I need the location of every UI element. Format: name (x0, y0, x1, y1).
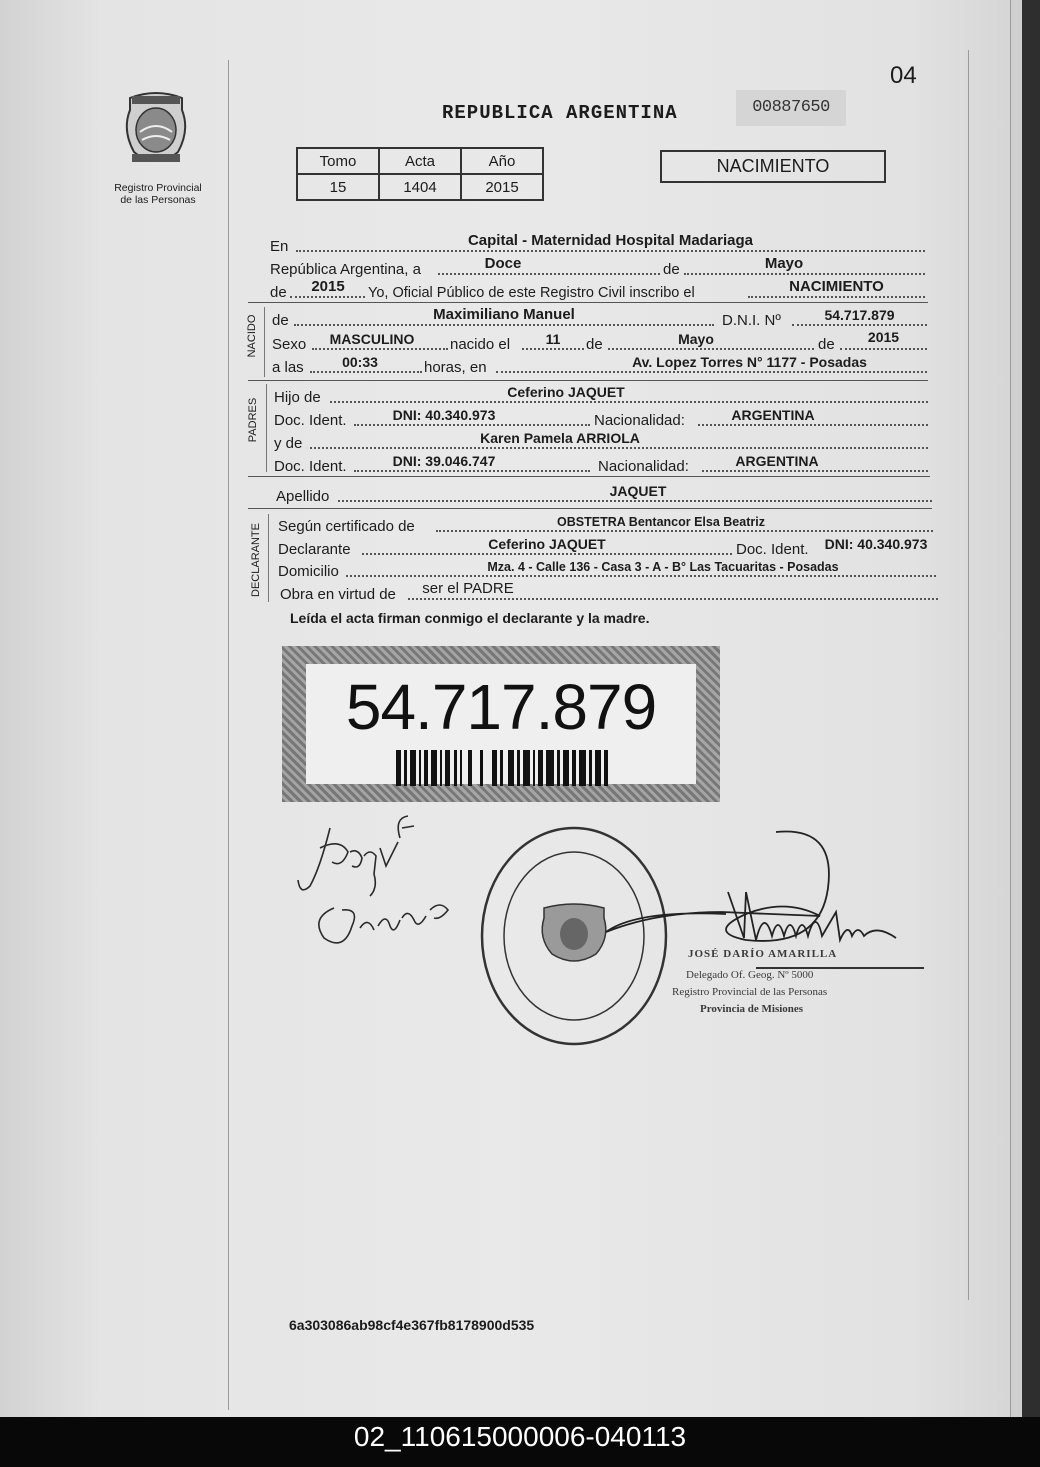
page-shadow (1022, 0, 1040, 1417)
line-republica (270, 256, 925, 278)
line-obra (280, 581, 938, 603)
line-nacido-name (272, 307, 927, 329)
declarant-doc: DNI: 40.340.973 (824, 536, 928, 552)
label-domicilio: Domicilio (278, 563, 339, 580)
line-year (270, 279, 925, 301)
father-doc: DNI: 40.340.973 (392, 407, 496, 423)
mother-nationality: ARGENTINA (735, 453, 819, 469)
label-doc-ident: Doc. Ident. (274, 412, 347, 429)
file-id: 02_110615000006-040113 (353, 1421, 687, 1452)
child-birth-month: Mayo (678, 331, 714, 347)
section-nacido-label: NACIDO (246, 314, 258, 358)
label-doc-ident: Doc. Ident. (274, 458, 347, 475)
child-birth-time: 00:33 (342, 354, 378, 370)
record-header-row (297, 148, 543, 174)
mother-doc: DNI: 39.046.747 (392, 453, 496, 469)
closing-statement: Leída el acta firman conmigo el declarante y la madre. (290, 610, 650, 626)
birth-year: 2015 (311, 278, 345, 295)
label-de: de (270, 284, 287, 301)
declarant-signature-icon (290, 808, 470, 958)
label-de: de (818, 336, 835, 353)
label-nacido-el: nacido el (450, 336, 511, 353)
record-header: Tomo (297, 148, 379, 174)
child-birth-address: Av. Lopez Torres N° 1177 - Posadas (632, 354, 867, 370)
official-province: Provincia de Misiones (700, 1003, 804, 1015)
record-table (296, 147, 544, 201)
birth-place: Capital - Maternidad Hospital Madariaga (467, 232, 754, 249)
dni-card-inner (306, 664, 696, 784)
line-nacido-sex (272, 331, 927, 353)
surname: JAQUET (609, 483, 667, 499)
record-value: 2015 (461, 174, 543, 200)
child-birth-day: 11 (545, 331, 561, 347)
label-declarante: Declarante (278, 541, 351, 558)
line-nacido-time (272, 354, 927, 376)
child-sex: MASCULINO (329, 331, 415, 347)
record-header: Año (461, 148, 543, 174)
child-dni: 54.717.879 (824, 307, 895, 323)
father-nationality: ARGENTINA (731, 407, 815, 423)
act-type-box: NACIMIENTO (660, 150, 886, 183)
record-value-row (297, 174, 543, 200)
dni-card (282, 646, 720, 802)
label-hijo-de: Hijo de (274, 389, 321, 406)
section-declarante-label: DECLARANTE (250, 523, 262, 597)
label-de: de (272, 312, 289, 329)
line-apellido (276, 483, 932, 505)
officer-text: Yo, Oficial Público de este Registro Civil inscribo el (368, 285, 695, 301)
label-nacionalidad: Nacionalidad: (594, 412, 685, 429)
label-obra-en-virtud: Obra en virtud de (280, 586, 396, 603)
line-mother-doc (274, 453, 928, 475)
document-hash: 6a303086ab98cf4e367fb8178900d535 (289, 1317, 535, 1333)
label-de: de (663, 261, 680, 278)
label-apellido: Apellido (276, 488, 330, 505)
barcode-icon (396, 750, 608, 786)
label-sexo: Sexo (272, 336, 307, 353)
certificate-issuer: OBSTETRA Bentancor Elsa Beatriz (557, 515, 765, 529)
official-name: JOSÉ DARÍO AMARILLA (688, 948, 838, 960)
inscribed-event: NACIMIENTO (789, 278, 884, 295)
line-mother (274, 430, 928, 452)
declarant-address: Mza. 4 - Calle 136 - Casa 3 - A - B° Las Tacuaritas - Posadas (487, 560, 839, 574)
line-domicilio (278, 558, 936, 580)
label-nacionalidad: Nacionalidad: (598, 458, 689, 475)
registry-caption: Registro Provincial de las Personas (114, 182, 202, 206)
official-role: Delegado Of. Geog. Nº 5000 (686, 969, 814, 981)
birth-day: Doce (484, 255, 522, 272)
declarant-name: Ceferino JAQUET (488, 536, 606, 552)
child-birth-year: 2015 (867, 329, 900, 345)
label-horas: horas, en (424, 359, 487, 376)
line-father (274, 384, 928, 406)
label-y-de: y de (274, 435, 303, 452)
dni-number: 54.717.879 (345, 671, 657, 743)
section-padres-label: PADRES (247, 397, 259, 443)
line-father-doc (274, 407, 928, 429)
child-name: Maximiliano Manuel (433, 306, 575, 323)
line-en (270, 233, 925, 255)
record-value: 1404 (379, 174, 461, 200)
official-registry: Registro Provincial de las Personas (672, 986, 828, 998)
declarant-relation: ser el PADRE (422, 580, 514, 597)
label-a-las: a las (272, 359, 304, 376)
label-en: En (270, 238, 289, 255)
record-value: 15 (297, 174, 379, 200)
serial-number: 00887650 (736, 90, 846, 126)
label-dni: D.N.I. Nº (722, 312, 781, 329)
line-declarante (278, 536, 934, 558)
margin-line-left (228, 60, 229, 1410)
label-doc-ident: Doc. Ident. (736, 541, 809, 558)
page-number: 04 (890, 62, 917, 89)
label-de: de (586, 336, 603, 353)
record-header: Acta (379, 148, 461, 174)
document-title: REPUBLICA ARGENTINA (442, 102, 678, 124)
line-certificado (278, 513, 933, 535)
margin-line-right (968, 50, 969, 1300)
birth-month: Mayo (764, 255, 804, 272)
label-republica: República Argentina, a (270, 261, 421, 278)
mother-name: Karen Pamela ARRIOLA (480, 430, 640, 446)
father-name: Ceferino JAQUET (507, 384, 625, 400)
province-emblem-icon (118, 90, 194, 168)
label-segun-certificado: Según certificado de (278, 518, 415, 535)
